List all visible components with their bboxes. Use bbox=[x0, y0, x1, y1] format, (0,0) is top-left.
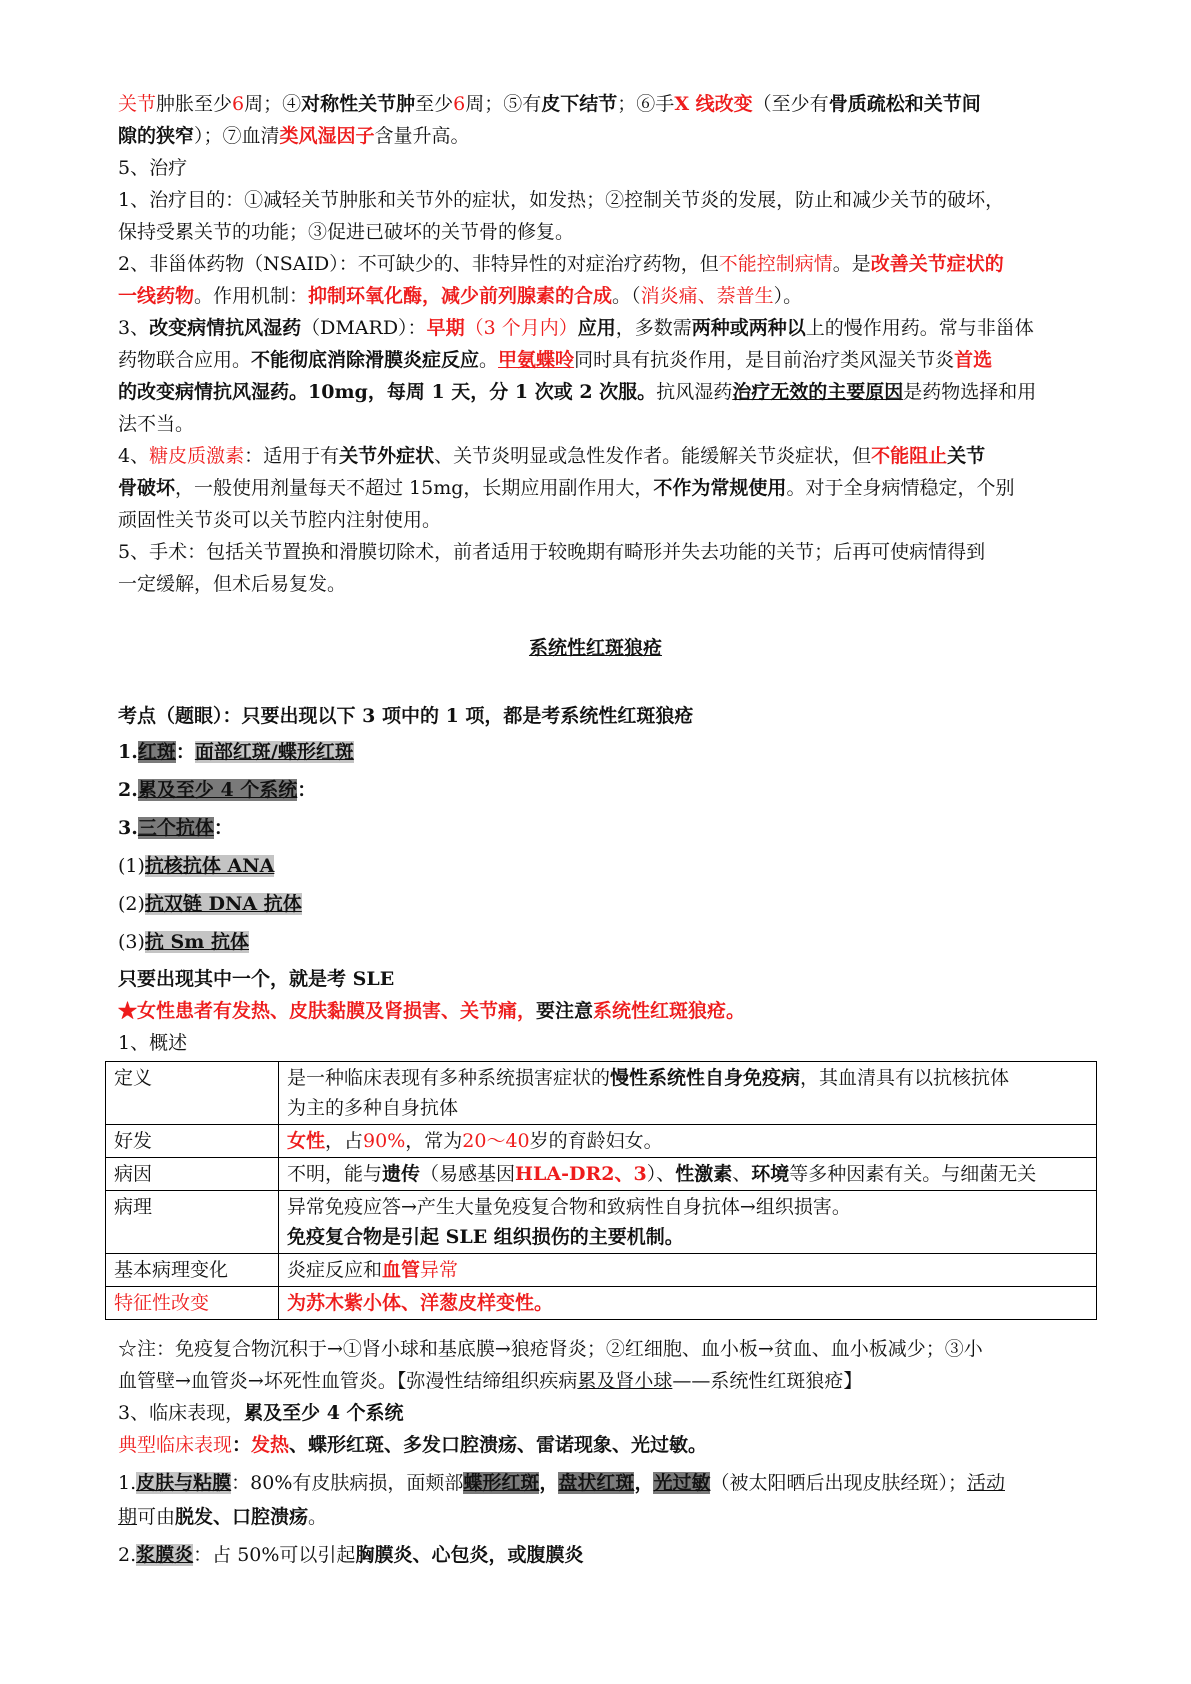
treatment-heading: 5、治疗 bbox=[118, 157, 188, 179]
clinical-item-2: 2.浆膜炎：占 50%可以引起胸膜炎、心包炎，或腹膜炎 bbox=[118, 1544, 584, 1566]
overview-table bbox=[105, 1061, 1097, 1320]
row-key: 特征性改变 bbox=[106, 1287, 279, 1320]
clinical-item-1-line-2: 期可由脱发、口腔溃疡。 bbox=[118, 1506, 328, 1528]
antibody-item-3: (3)抗 Sm 抗体 bbox=[118, 931, 249, 953]
surgery-line-2: 一定缓解，但术后易复发。 bbox=[118, 573, 347, 595]
nsaid-line-1: 2、非甾体药物（NSAID）：不可缺少的、非特异性的对症治疗药物，但不能控制病情。是改善关节症状的 bbox=[118, 253, 1004, 275]
sle-key-item-1: 1.红斑：面部红斑/蝶形红斑 bbox=[118, 741, 354, 763]
ra-criteria-line-2: 隙的狭窄）；⑦血清类风湿因子含量升高。 bbox=[118, 125, 470, 147]
star-line: ★女性患者有发热、皮肤黏膜及肾损害、关节痛，要注意系统性红斑狼疮。 bbox=[118, 1000, 746, 1022]
table-row bbox=[106, 1287, 1097, 1320]
typical-line: 典型临床表现：发热、蝶形红斑、多发口腔溃疡、雷诺现象、光过敏。 bbox=[118, 1434, 708, 1456]
row-value: 女性，占90%，常为20～40岁的育龄妇女。 bbox=[279, 1125, 1097, 1158]
table-row bbox=[106, 1191, 1097, 1254]
row-value: 是一种临床表现有多种系统损害症状的慢性系统性自身免疫病，其血清具有以抗核抗体 为主的多种自身抗体 bbox=[279, 1062, 1097, 1125]
sle-key-item-3: 3.三个抗体： bbox=[118, 817, 233, 839]
table-row bbox=[106, 1062, 1097, 1125]
sle-key-item-2: 2.累及至少 4 个系统： bbox=[118, 779, 317, 801]
row-value: 不明，能与遗传（易感基因HLA-DR2、3）、性激素、环境等多种因素有关。与细菌无关 bbox=[279, 1158, 1097, 1191]
nsaid-line-2: 一线药物。作用机制：抑制环氧化酶，减少前列腺素的合成。（消炎痛、萘普生）。 bbox=[118, 285, 803, 307]
row-key: 基本病理变化 bbox=[106, 1254, 279, 1287]
antibody-item-1: (1)抗核抗体 ANA bbox=[118, 855, 275, 877]
clinical-item-1-line-1: 1.皮肤与粘膜：80%有皮肤病损，面颊部蝶形红斑，盘状红斑，光过敏（被太阳晒后出现皮肤经斑）；活动 bbox=[118, 1472, 1005, 1494]
row-key: 定义 bbox=[106, 1062, 279, 1125]
dmard-line-1: 3、改变病情抗风湿药（DMARD）：早期（3 个月内）应用，多数需两种或两种以上的慢作用药。常与非甾体 bbox=[118, 317, 1034, 339]
table-row bbox=[106, 1125, 1097, 1158]
note-line-2: 血管壁→血管炎→坏死性血管炎。【弥漫性结缔组织疾病累及肾小球——系统性红斑狼疮】 bbox=[118, 1370, 863, 1392]
overview-heading: 1、概述 bbox=[118, 1032, 188, 1054]
note-line-1: ☆注：免疫复合物沉积于→①肾小球和基底膜→狼疮肾炎；②红细胞、血小板→贫血、血小板减少；③小 bbox=[118, 1338, 983, 1360]
ra-criteria-line-1: 关节肿胀至少6周；④对称性关节肿至少6周；⑤有皮下结节；⑥手X 线改变（至少有骨质疏松和关节间 bbox=[118, 93, 981, 115]
dmard-line-4: 法不当。 bbox=[118, 413, 195, 435]
antibody-item-2: (2)抗双链 DNA 抗体 bbox=[118, 893, 302, 915]
kaodian-line: 考点（题眼）：只要出现以下 3 项中的 1 项，都是考系统性红斑狼疮 bbox=[118, 705, 694, 727]
clinical-heading: 3、临床表现，累及至少 4 个系统 bbox=[118, 1402, 404, 1424]
row-value: 异常免疫应答→产生大量免疫复合物和致病性自身抗体→组织损害。 免疫复合物是引起 SLE 组织损伤的主要机制。 bbox=[279, 1191, 1097, 1254]
row-key: 病因 bbox=[106, 1158, 279, 1191]
row-value: 为苏木紫小体、洋葱皮样变性。 bbox=[279, 1287, 1097, 1320]
row-value: 炎症反应和血管异常 bbox=[279, 1254, 1097, 1287]
dmard-line-2: 药物联合应用。不能彻底消除滑膜炎症反应。甲氨蝶呤同时具有抗炎作用，是目前治疗类风湿关节炎首选 bbox=[118, 349, 993, 371]
row-key: 好发 bbox=[106, 1125, 279, 1158]
table-row bbox=[106, 1254, 1097, 1287]
steroid-line-2: 骨破坏，一般使用剂量每天不超过 15mg，长期应用副作用大，不作为常规使用。对于全身病情稳定，个别 bbox=[118, 477, 1015, 499]
dmard-line-3: 的改变病情抗风湿药。10mg，每周 1 天，分 1 次或 2 次服。抗风湿药治疗无效的主要原因是药物选择和用 bbox=[118, 381, 1037, 403]
steroid-line-1: 4、糖皮质激素：适用于有关节外症状、关节炎明显或急性发作者。能缓解关节炎症状，但不能阻止关节 bbox=[118, 445, 986, 467]
any-one-line: 只要出现其中一个，就是考 SLE bbox=[118, 968, 395, 990]
sle-section-title: 系统性红斑狼疮 bbox=[528, 637, 662, 659]
steroid-line-3: 顽固性关节炎可以关节腔内注射使用。 bbox=[118, 509, 442, 531]
treatment-goal-line-1: 1、治疗目的：①减轻关节肿胀和关节外的症状，如发热；②控制关节炎的发展，防止和减少关节的破坏， bbox=[118, 189, 1005, 211]
treatment-goal-line-2: 保持受累关节的功能；③促进已破坏的关节骨的修复。 bbox=[118, 221, 575, 243]
surgery-line-1: 5、手术：包括关节置换和滑膜切除术，前者适用于较晚期有畸形并失去功能的关节；后再可使病情得到 bbox=[118, 541, 986, 563]
row-key: 病理 bbox=[106, 1191, 279, 1254]
table-row bbox=[106, 1158, 1097, 1191]
